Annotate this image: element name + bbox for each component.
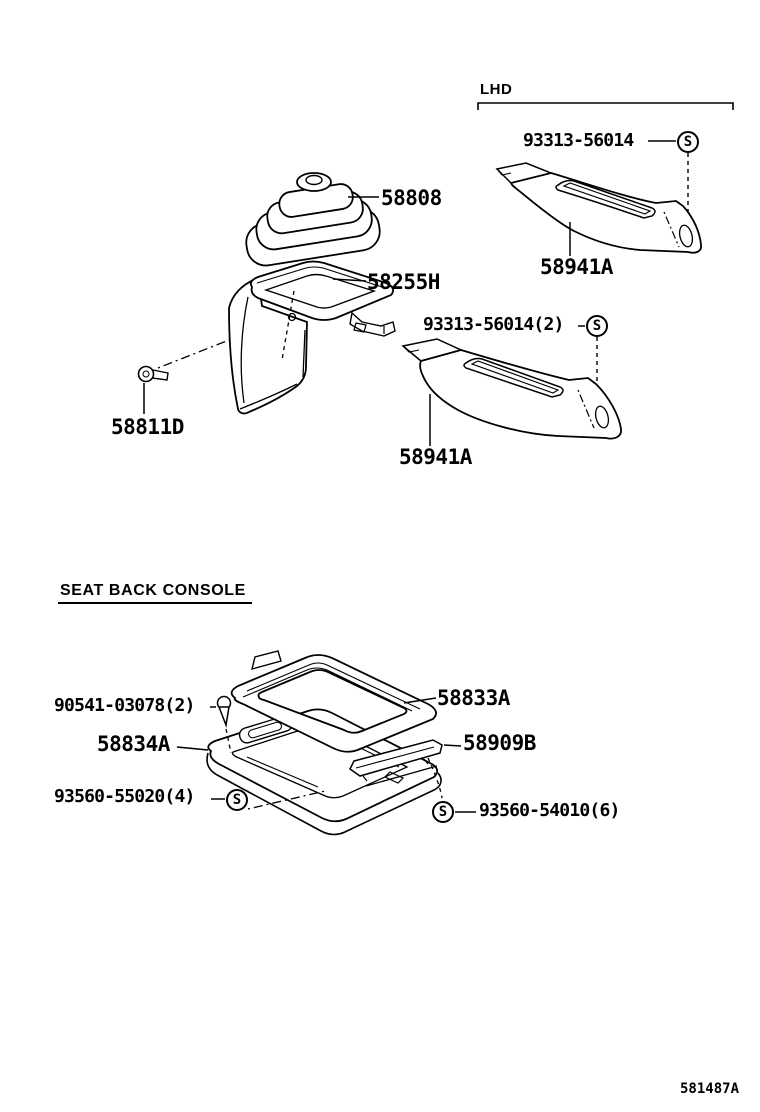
- console-panel-drawing: [158, 262, 395, 414]
- part-code-93313-56014-qty2: 93313-56014(2): [423, 314, 564, 335]
- part-label-58808: 58808: [381, 186, 442, 210]
- screw-symbol-circle: S: [226, 789, 248, 811]
- figure-number: 581487A: [680, 1081, 740, 1097]
- screw-drawing: [139, 367, 169, 415]
- screw-symbol-circle: S: [432, 801, 454, 823]
- part-code-93313-56014: 93313-56014: [523, 130, 634, 151]
- floor-duct-drawing: [403, 337, 621, 446]
- lhd-bracket-line: [478, 103, 733, 110]
- screw-symbol-circle: S: [586, 315, 608, 337]
- part-label-58834a: 58834A: [97, 732, 170, 756]
- part-code-93560-54010-qty6: 93560-54010(6): [479, 800, 620, 821]
- part-label-58941a: 58941A: [399, 445, 472, 469]
- part-label-58909b: 58909B: [463, 731, 536, 755]
- part-code-90541-03078-qty2: 90541-03078(2): [54, 695, 195, 716]
- screw-symbol-circle: S: [677, 131, 699, 153]
- shift-boot-drawing: [244, 173, 383, 268]
- part-label-58255h: 58255H: [367, 270, 440, 294]
- part-label-58941a-lhd: 58941A: [540, 255, 613, 279]
- seat-back-console-heading: SEAT BACK CONSOLE: [58, 582, 252, 604]
- part-label-58811d: 58811D: [111, 415, 184, 439]
- floor-duct-lhd-drawing: [497, 153, 701, 256]
- lhd-section-label: LHD: [480, 81, 513, 98]
- part-label-58833a: 58833A: [437, 686, 510, 710]
- part-code-93560-55020-qty4: 93560-55020(4): [54, 786, 195, 807]
